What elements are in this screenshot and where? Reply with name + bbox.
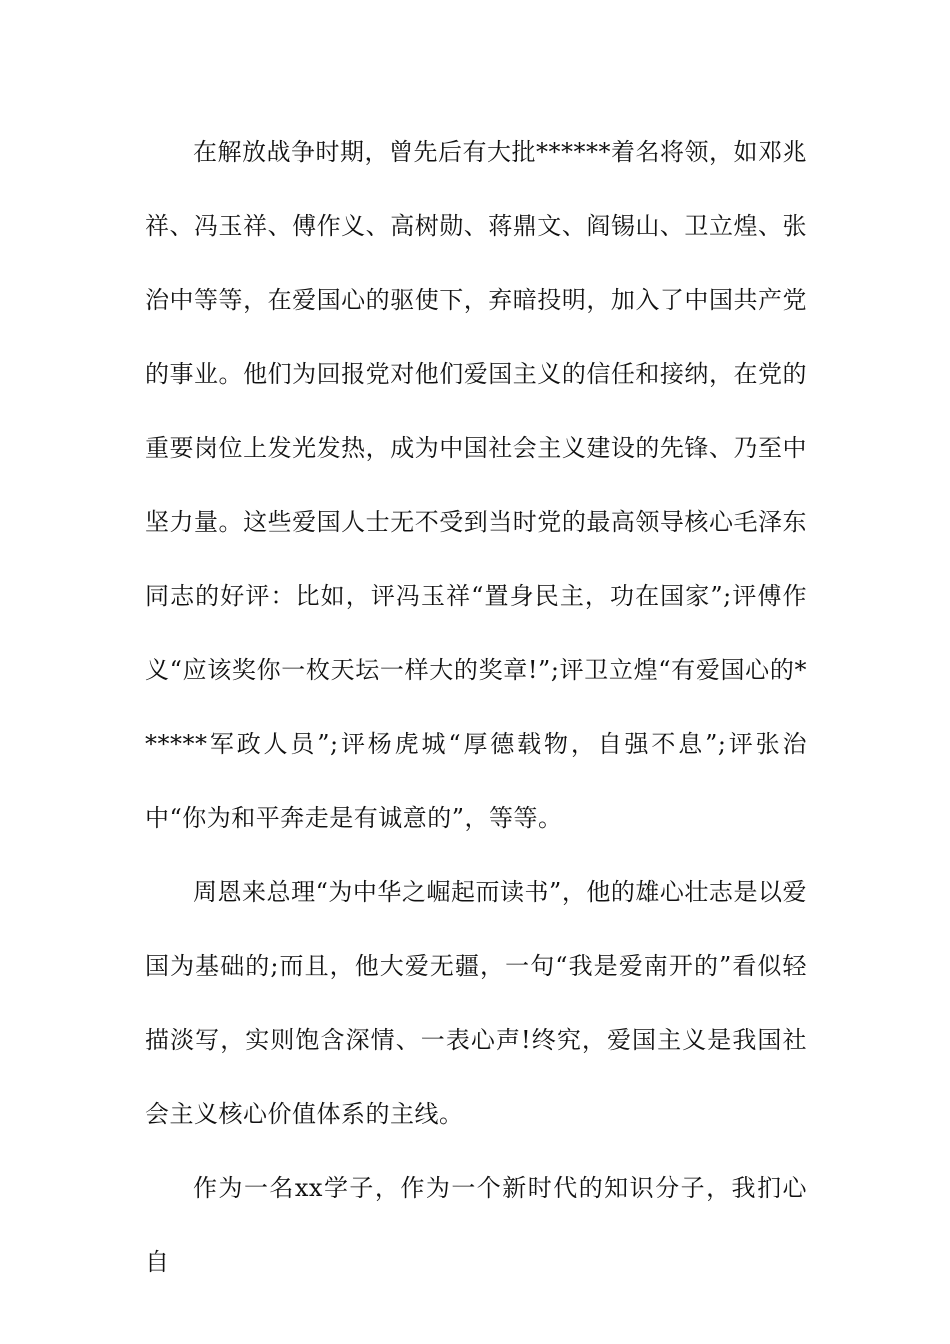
paragraph-2: 周恩来总理“为中华之崛起而读书”，他的雄心壮志是以爱国为基础的;而且，他大爱无疆，一句“我是爱南开的”看似轻描淡写，实则饱含深情、一表心声!终究，爱国主义是我国社会主义核心价值体系的主线。 [145,878,807,1128]
paragraph-1: 在解放战争时期，曾先后有大批******着名将领，如邓兆祥、冯玉祥、傅作义、高树勋、蒋鼎文、阎锡山、卫立煌、张治中等等，在爱国心的驱使下，弃暗投明，加入了中国共产党的事业。他们为回报党对他们爱国主义的信任和接纳，在党的重要岗位上发光发热，成为中国社会主义建设的先锋、乃至中坚力量。这些爱国人士无不受到当时党的最高领导核心毛泽东同志的好评：比如，评冯玉祥“置身民主，功在国家”;评傅作义“应该奖你一枚天坛一样大的奖章!”;评卫立煌“有爱国心的******军政人员”;评杨虎城“厚德载物，自强不息”;评张治中“你为和平奔走是有诚意的”，等等。 [145,138,807,832]
paragraph-3: 作为一名xx学子，作为一个新时代的知识分子，我扪心自 [145,1174,807,1276]
document-body [145,115,807,1299]
